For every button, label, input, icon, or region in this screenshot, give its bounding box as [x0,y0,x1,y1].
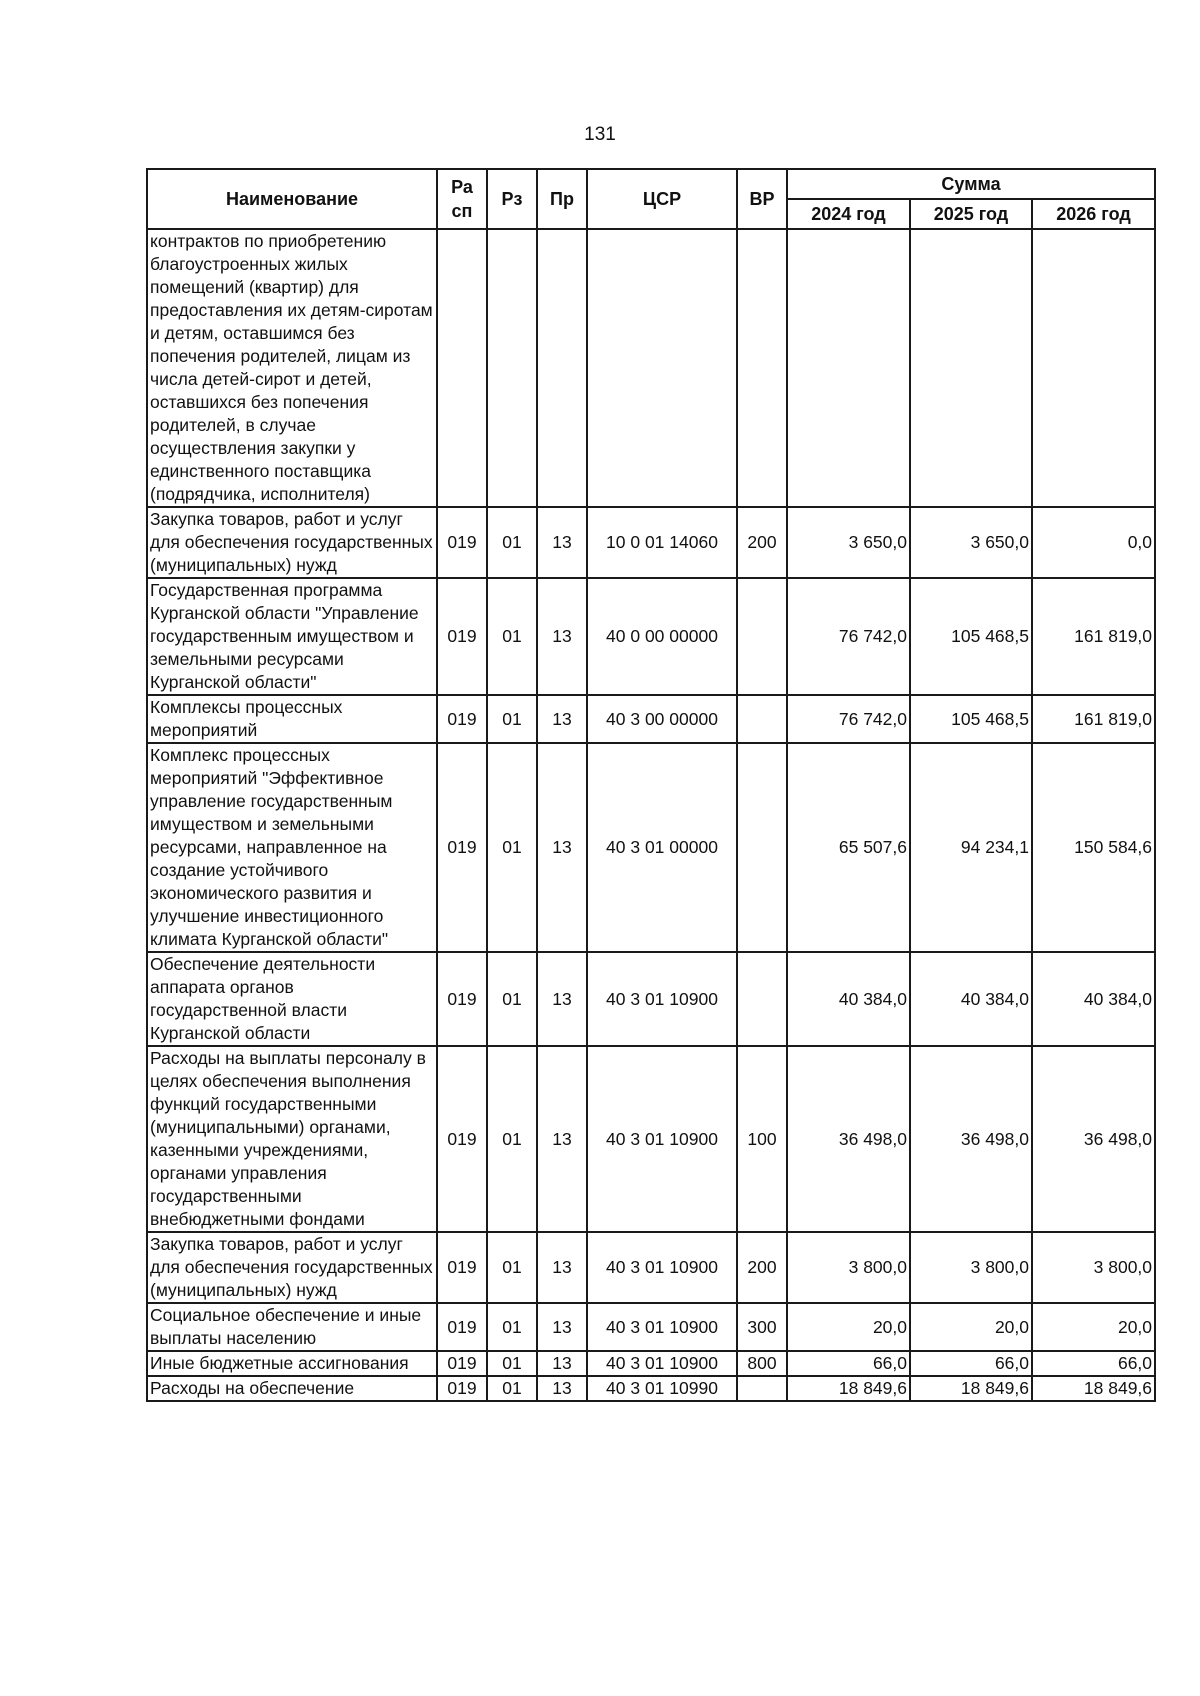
table-row [147,1376,1155,1401]
row-rz: 01 [487,743,537,952]
row-2026: 161 819,0 [1032,578,1155,695]
row-csr: 40 3 00 00000 [587,695,737,743]
row-rasp: 019 [437,1376,487,1401]
row-name: Комплекс процессных мероприятий "Эффективное управление государственным имуществом и земельными ресурсами, направленное на создание устойчивого экономического развития и улучшение инвестиционного климата Курганской области" [147,743,437,952]
row-pr [537,229,587,507]
row-csr: 40 0 00 00000 [587,578,737,695]
row-2024: 76 742,0 [787,578,910,695]
row-2024: 76 742,0 [787,695,910,743]
row-pr: 13 [537,1232,587,1303]
row-pr: 13 [537,1351,587,1376]
table-row [147,743,1155,952]
row-2024: 36 498,0 [787,1046,910,1232]
row-2024: 3 650,0 [787,507,910,578]
row-vr: 300 [737,1303,787,1351]
table-row [147,229,1155,507]
row-vr [737,1376,787,1401]
row-name: Иные бюджетные ассигнования [147,1351,437,1376]
row-2026: 36 498,0 [1032,1046,1155,1232]
row-csr: 10 0 01 14060 [587,507,737,578]
row-csr: 40 3 01 00000 [587,743,737,952]
row-rasp: 019 [437,507,487,578]
row-pr: 13 [537,1046,587,1232]
row-2026: 3 800,0 [1032,1232,1155,1303]
row-rz: 01 [487,1351,537,1376]
row-vr [737,578,787,695]
row-2026: 150 584,6 [1032,743,1155,952]
row-vr: 200 [737,507,787,578]
row-2025 [910,229,1032,507]
table-row [147,1303,1155,1351]
row-rz: 01 [487,952,537,1046]
row-vr [737,952,787,1046]
row-rasp: 019 [437,1046,487,1232]
row-pr: 13 [537,507,587,578]
row-2024: 40 384,0 [787,952,910,1046]
row-csr: 40 3 01 10900 [587,1303,737,1351]
row-2025: 36 498,0 [910,1046,1032,1232]
row-pr: 13 [537,952,587,1046]
row-2024 [787,229,910,507]
row-rz: 01 [487,1376,537,1401]
page-number: 131 [584,124,616,145]
row-2026: 20,0 [1032,1303,1155,1351]
table-row [147,1232,1155,1303]
row-rz: 01 [487,507,537,578]
row-rz: 01 [487,1232,537,1303]
row-vr: 200 [737,1232,787,1303]
row-rz: 01 [487,578,537,695]
row-vr [737,229,787,507]
row-2026: 161 819,0 [1032,695,1155,743]
row-rasp: 019 [437,578,487,695]
row-2026: 66,0 [1032,1351,1155,1376]
row-2024: 18 849,6 [787,1376,910,1401]
row-pr: 13 [537,1303,587,1351]
row-csr: 40 3 01 10900 [587,1046,737,1232]
header-year-2026: 2026 год [1032,199,1155,229]
table-row [147,578,1155,695]
row-rasp: 019 [437,1303,487,1351]
row-rz: 01 [487,1303,537,1351]
row-name: Государственная программа Курганской области "Управление государственным имуществом и земельными ресурсами Курганской области" [147,578,437,695]
row-2024: 66,0 [787,1351,910,1376]
row-pr: 13 [537,1376,587,1401]
row-rasp: 019 [437,952,487,1046]
table-row [147,952,1155,1046]
header-sum: Сумма [787,169,1155,199]
row-csr [587,229,737,507]
row-pr: 13 [537,695,587,743]
table-row [147,1046,1155,1232]
row-name: Закупка товаров, работ и услуг для обеспечения государственных (муниципальных) нужд [147,507,437,578]
table-row [147,695,1155,743]
row-vr [737,695,787,743]
row-rz: 01 [487,1046,537,1232]
row-name: контрактов по приобретению благоустроенных жилых помещений (квартир) для предоставления их детям-сиротам и детям, оставшимся без попечения родителей, лицам из числа детей-сирот и детей, оставшихся без попечения родителей, в случае осуществления закупки у единственного поставщика (подрядчика, исполнителя) [147,229,437,507]
row-name: Закупка товаров, работ и услуг для обеспечения государственных (муниципальных) нужд [147,1232,437,1303]
header-rasp: Ра сп [437,169,487,229]
row-rasp: 019 [437,1232,487,1303]
row-rasp: 019 [437,695,487,743]
row-2025: 94 234,1 [910,743,1032,952]
row-2025: 105 468,5 [910,578,1032,695]
row-rasp: 019 [437,1351,487,1376]
row-pr: 13 [537,743,587,952]
row-csr: 40 3 01 10990 [587,1376,737,1401]
header-year-2025: 2025 год [910,199,1032,229]
header-year-2024: 2024 год [787,199,910,229]
row-name: Комплексы процессных мероприятий [147,695,437,743]
row-2024: 3 800,0 [787,1232,910,1303]
row-2025: 40 384,0 [910,952,1032,1046]
row-csr: 40 3 01 10900 [587,1351,737,1376]
row-vr [737,743,787,952]
row-vr: 800 [737,1351,787,1376]
header-csr: ЦСР [587,169,737,229]
row-2025: 18 849,6 [910,1376,1032,1401]
row-2025: 66,0 [910,1351,1032,1376]
header-name: Наименование [147,169,437,229]
row-2024: 20,0 [787,1303,910,1351]
budget-table [146,168,1156,1402]
row-csr: 40 3 01 10900 [587,952,737,1046]
table-row [147,1351,1155,1376]
row-pr: 13 [537,578,587,695]
row-2026: 18 849,6 [1032,1376,1155,1401]
row-name: Расходы на выплаты персоналу в целях обеспечения выполнения функций государственными (муниципальными) органами, казенными учреждениями, органами управления государственными внебюджетными фондами [147,1046,437,1232]
header-pr: Пр [537,169,587,229]
row-name: Социальное обеспечение и иные выплаты населению [147,1303,437,1351]
header-rz: Рз [487,169,537,229]
row-2026: 40 384,0 [1032,952,1155,1046]
row-rz: 01 [487,695,537,743]
row-2025: 20,0 [910,1303,1032,1351]
header-vr: ВР [737,169,787,229]
row-name: Расходы на обеспечение [147,1376,437,1401]
row-rz [487,229,537,507]
row-2025: 105 468,5 [910,695,1032,743]
row-vr: 100 [737,1046,787,1232]
row-2025: 3 800,0 [910,1232,1032,1303]
row-2024: 65 507,6 [787,743,910,952]
table-row [147,507,1155,578]
row-csr: 40 3 01 10900 [587,1232,737,1303]
row-2025: 3 650,0 [910,507,1032,578]
row-name: Обеспечение деятельности аппарата органов государственной власти Курганской области [147,952,437,1046]
row-2026 [1032,229,1155,507]
row-rasp [437,229,487,507]
row-2026: 0,0 [1032,507,1155,578]
row-rasp: 019 [437,743,487,952]
